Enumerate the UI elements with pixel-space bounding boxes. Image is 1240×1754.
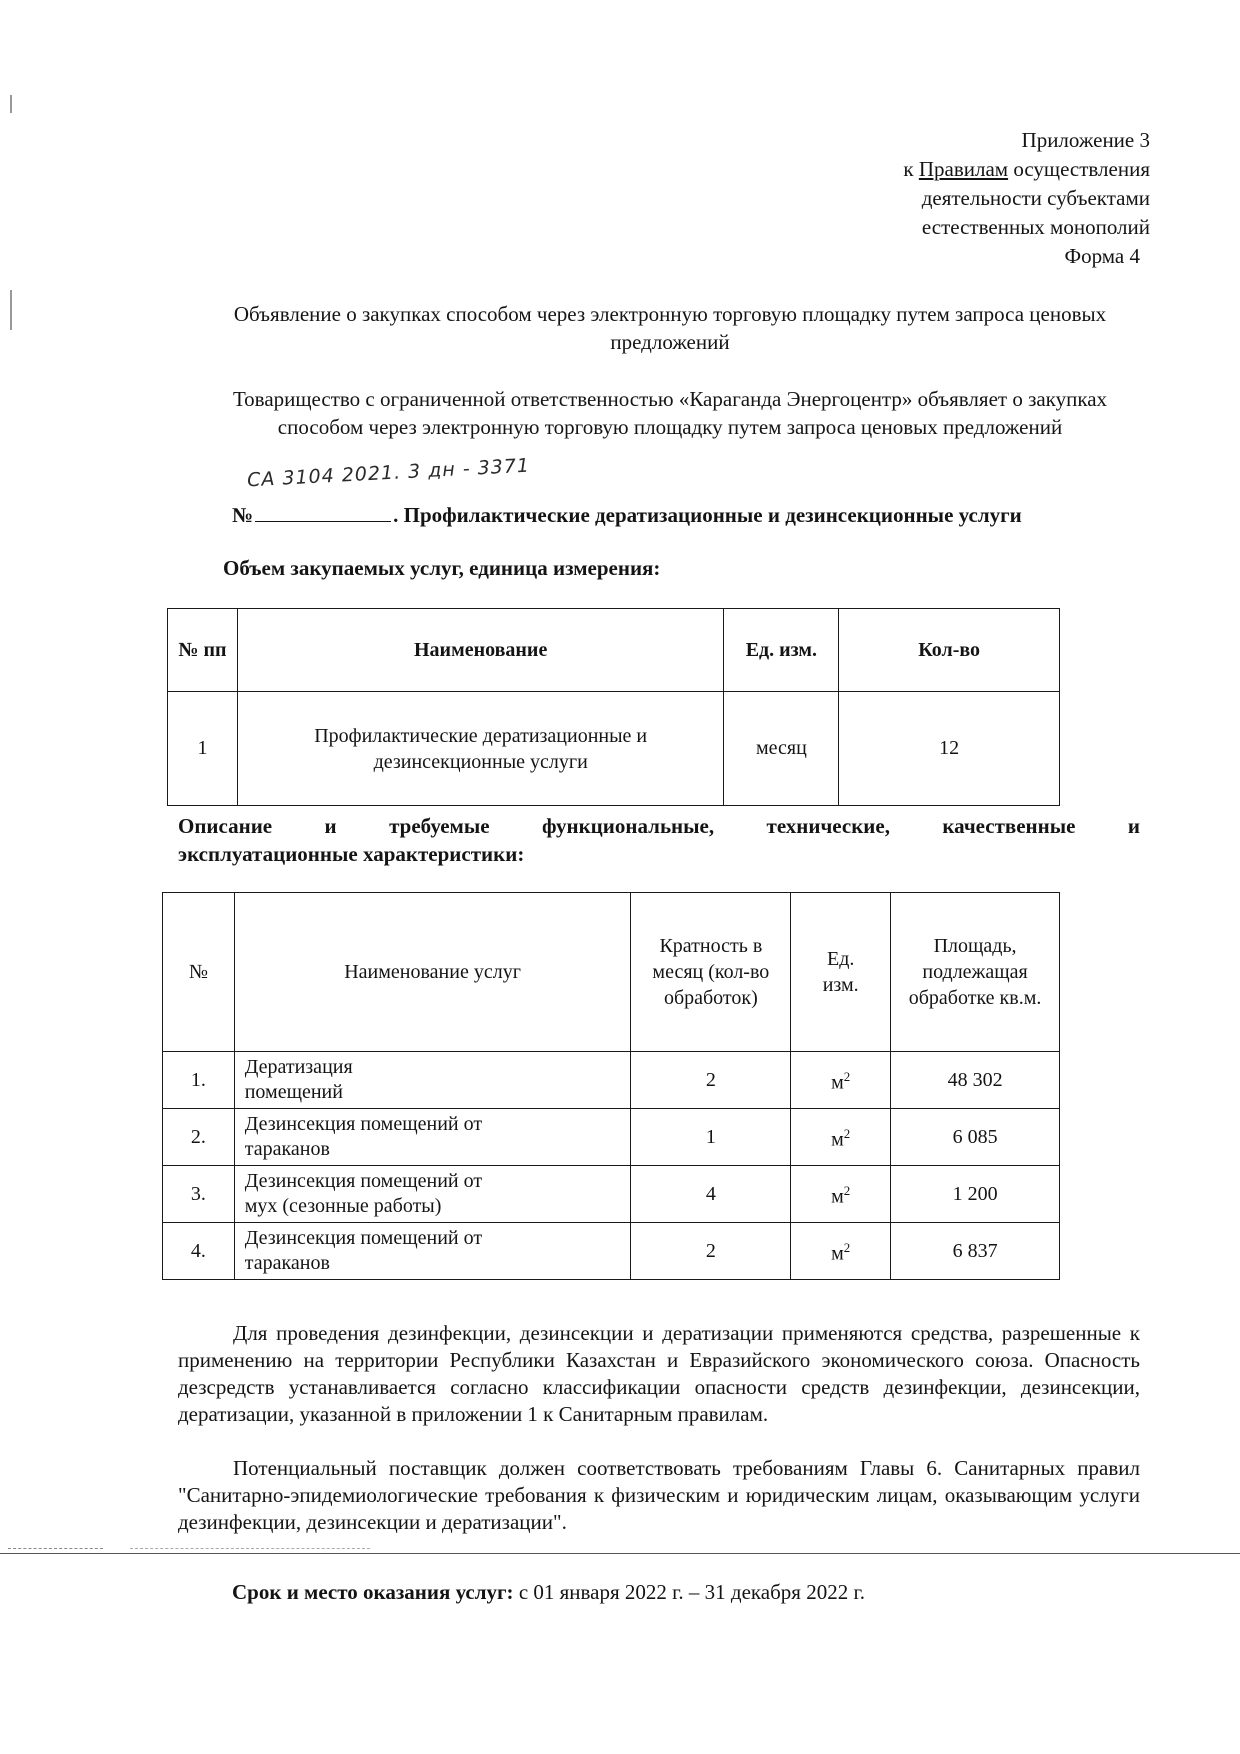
header-cell: Ед. изм. — [791, 893, 891, 1052]
rules-link[interactable]: Правилам — [918, 157, 1009, 181]
table-header-row — [163, 893, 1060, 1052]
appendix-line — [903, 155, 1150, 184]
service-frequency: 1 — [631, 1109, 791, 1166]
description-heading: Описание и требуемые функциональные, технические, качественные и — [178, 814, 1140, 838]
unit-exponent: 2 — [843, 1069, 851, 1085]
service-deadline — [232, 1580, 865, 1605]
table-row — [163, 1166, 1060, 1223]
services-table — [162, 892, 1060, 1280]
appendix-line: деятельности субъектами — [921, 186, 1150, 210]
service-name: Дезинсекция помещений от мух (сезонные работы) — [234, 1166, 631, 1223]
service-area: 1 200 — [891, 1166, 1060, 1223]
unit-text: м — [831, 1242, 844, 1265]
scan-dash-line — [130, 1548, 370, 1549]
row-number: 3. — [163, 1166, 235, 1223]
service-unit — [791, 1052, 891, 1109]
unit-text: м — [831, 1128, 844, 1151]
description-heading-cont: эксплуатационные характеристики: — [178, 842, 525, 866]
service-unit — [791, 1223, 891, 1280]
header-cell: № пп — [168, 609, 238, 692]
appendix-prefix: к — [903, 157, 919, 181]
header-cell: Площадь, подлежащая обработке кв.м. — [891, 893, 1060, 1052]
header-cell: Наименование — [237, 609, 724, 692]
header-cell: Кол-во — [839, 609, 1060, 692]
unit-exponent: 2 — [843, 1183, 851, 1199]
service-name: Дератизация помещений — [234, 1052, 631, 1109]
service-frequency: 2 — [631, 1223, 791, 1280]
service-frequency: 4 — [631, 1166, 791, 1223]
procurement-number-line — [232, 503, 1022, 528]
unit-exponent: 2 — [843, 1126, 851, 1142]
table-cell: Профилактические дератизационные и дезинсекционные услуги — [237, 692, 724, 806]
page-divider-line — [0, 1553, 1240, 1554]
scan-edge-mark — [10, 290, 12, 330]
service-unit — [791, 1166, 891, 1223]
table-header-row — [168, 609, 1060, 692]
service-name: Дезинсекция помещений от тараканов — [234, 1109, 631, 1166]
appendix-suffix: осуществления — [1008, 157, 1150, 181]
table-row — [163, 1052, 1060, 1109]
appendix-block — [903, 126, 1150, 271]
header-cell: Кратность в месяц (кол-во обработок) — [631, 893, 791, 1052]
appendix-line: Приложение 3 — [1021, 128, 1150, 152]
header-cell: Ед. изм. — [724, 609, 839, 692]
form-number: Форма 4 — [1064, 244, 1140, 268]
deadline-label: Срок и место оказания услуг: — [232, 1580, 514, 1604]
table-cell: месяц — [724, 692, 839, 806]
row-number: 4. — [163, 1223, 235, 1280]
number-blank — [255, 503, 391, 522]
row-number: 1. — [163, 1052, 235, 1109]
header-cell: № — [163, 893, 235, 1052]
table-row — [168, 692, 1060, 806]
unit-text: м — [831, 1185, 844, 1208]
handwritten-number: СА 3104 2021. 3 дн - 3371 — [246, 454, 531, 492]
service-area: 6 837 — [891, 1223, 1060, 1280]
procurement-title: . Профилактические дератизационные и дезинсекционные услуги — [393, 503, 1022, 527]
volume-table — [167, 608, 1060, 806]
announcement-title: Объявление о закупках способом через электронную торговую площадку путем запроса ценовых предложений — [233, 302, 1107, 354]
scan-dash-line — [8, 1548, 103, 1549]
service-area: 48 302 — [891, 1052, 1060, 1109]
row-number: 2. — [163, 1109, 235, 1166]
deadline-value: с 01 января 2022 г. – 31 декабря 2022 г. — [513, 1580, 865, 1604]
unit-text: м — [831, 1071, 844, 1094]
scan-edge-mark — [10, 95, 12, 113]
paragraph-disinfection-agents: Для проведения дезинфекции, дезинсекции и дератизации применяются средства, разрешенные к применению на территории Республики Казахстан и Евразийского экономического союза. Опасность дезсредств устанавливается согласно классификации опасности средств дезинфекции, дезинсекции, дератизации, указанной в приложении 1 к Санитарным правилам. — [178, 1321, 1140, 1426]
service-name: Дезинсекция помещений от тараканов — [234, 1223, 631, 1280]
appendix-line: естественных монополий — [921, 215, 1150, 239]
paragraph-supplier-requirements: Потенциальный поставщик должен соответствовать требованиям Главы 6. Санитарных правил "Санитарно-эпидемиологические требования к физическим и юридическим лицам, оказывающим услуги дезинфекции, дезинсекции и дератизации". — [178, 1456, 1140, 1534]
service-area: 6 085 — [891, 1109, 1060, 1166]
intro-text: Товарищество с ограниченной ответственностью «Караганда Энергоцентр» объявляет о закупках способом через электронную торговую площадку путем запроса ценовых предложений — [232, 387, 1108, 439]
service-unit — [791, 1109, 891, 1166]
service-frequency: 2 — [631, 1052, 791, 1109]
volume-heading: Объем закупаемых услуг, единица измерения: — [223, 556, 661, 580]
table-row — [163, 1109, 1060, 1166]
header-cell: Наименование услуг — [234, 893, 631, 1052]
unit-exponent: 2 — [843, 1240, 851, 1256]
number-sign: № — [232, 503, 254, 527]
table-row — [163, 1223, 1060, 1280]
table-cell: 1 — [168, 692, 238, 806]
table-cell: 12 — [839, 692, 1060, 806]
